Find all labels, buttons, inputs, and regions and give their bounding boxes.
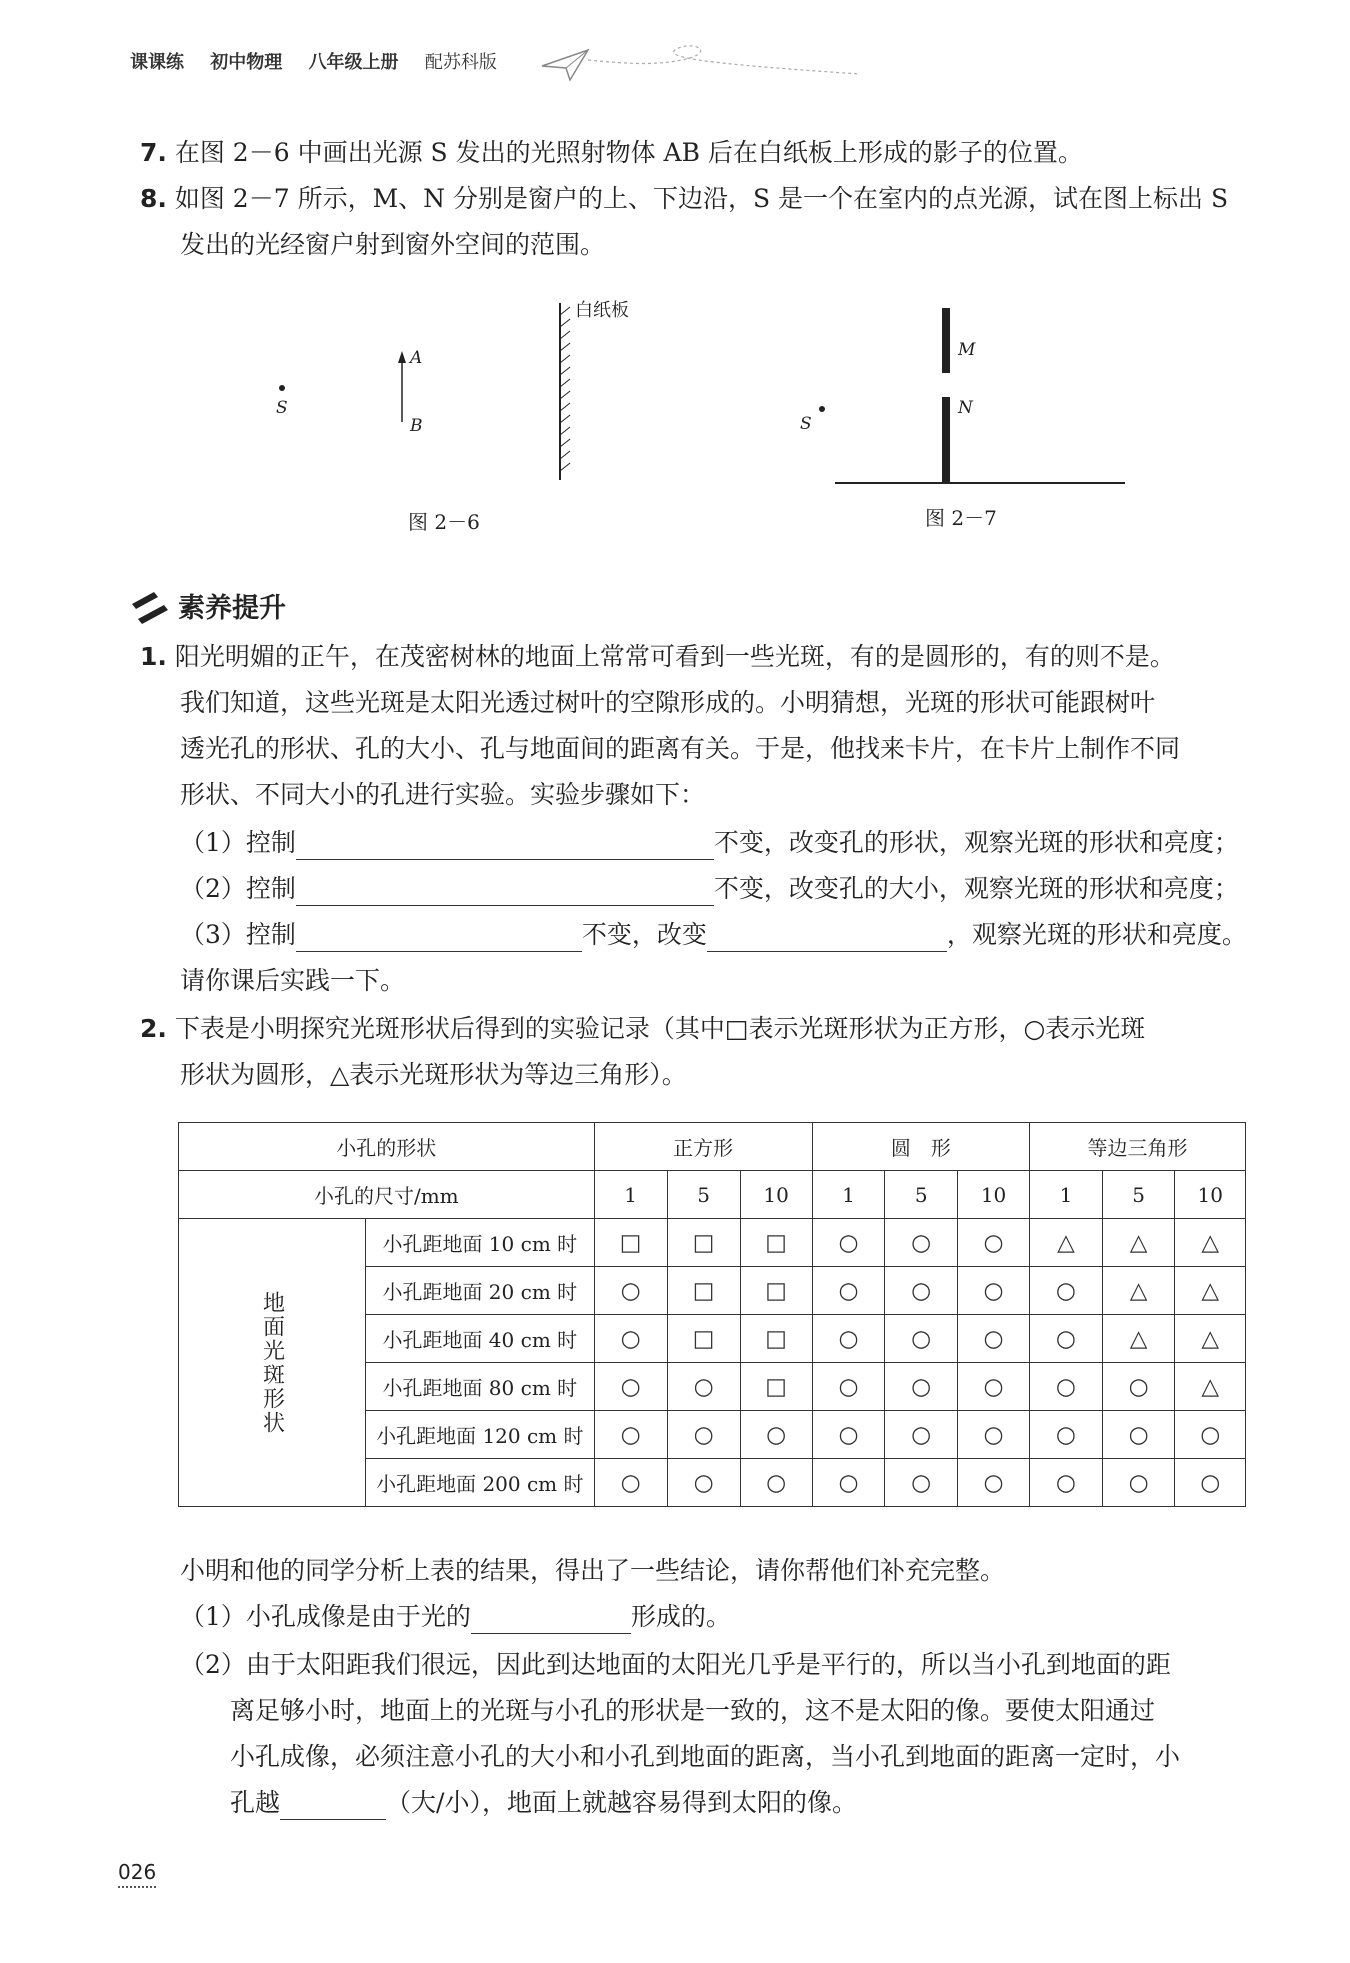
mark-cell: ○ <box>812 1315 885 1363</box>
book-title: 课课练 <box>130 52 184 73</box>
mark-cell: △ <box>1030 1219 1103 1267</box>
mark-cell: ○ <box>812 1219 885 1267</box>
figure-2-7 <box>790 305 1130 485</box>
size-cell: 5 <box>885 1171 958 1219</box>
size-cell: 10 <box>1175 1171 1246 1219</box>
mark-cell: ○ <box>594 1459 667 1507</box>
mark-cell: ○ <box>594 1411 667 1459</box>
mark-cell: △ <box>1102 1219 1175 1267</box>
mark-cell: ○ <box>1030 1315 1103 1363</box>
size-cell: 1 <box>594 1171 667 1219</box>
mark-cell: △ <box>1175 1315 1246 1363</box>
answer-blank-3[interactable] <box>296 925 582 952</box>
conclusion-2-line-2: 离足够小时，地面上的光斑与小孔的形状是一致的，这不是太阳的像。要使太阳通过 <box>230 1696 1156 1725</box>
mark-cell: ○ <box>667 1459 740 1507</box>
analysis-intro: 小明和他的同学分析上表的结果，得出了一些结论，请你帮他们补充完整。 <box>180 1556 1006 1585</box>
problem-1-end: 请你课后实践一下。 <box>180 966 406 995</box>
mark-cell: △ <box>1175 1219 1246 1267</box>
shape-triangle: 等边三角形 <box>1030 1123 1246 1171</box>
side-label: 地面光斑形状 <box>179 1219 366 1507</box>
mark-cell: □ <box>667 1267 740 1315</box>
mark-cell: ○ <box>740 1411 812 1459</box>
subject-label: 初中物理 <box>210 52 283 73</box>
size-cell: 1 <box>1030 1171 1103 1219</box>
size-header: 小孔的尺寸/mm <box>179 1171 595 1219</box>
mark-cell: ○ <box>1175 1459 1246 1507</box>
problem-1-line-2: 我们知道，这些光斑是太阳光透过树叶的空隙形成的。小明猜想，光斑的形状可能跟树叶 <box>180 688 1156 717</box>
mark-cell: ○ <box>1030 1363 1103 1411</box>
question-8-line-2: 发出的光经窗户射到窗外空间的范围。 <box>180 230 606 259</box>
mark-cell: ○ <box>958 1315 1030 1363</box>
mark-cell: □ <box>594 1219 667 1267</box>
mark-cell: □ <box>740 1219 812 1267</box>
mark-cell: ○ <box>885 1267 958 1315</box>
mark-cell: ○ <box>667 1363 740 1411</box>
mark-cell: ○ <box>594 1315 667 1363</box>
mark-cell: ○ <box>1102 1363 1175 1411</box>
size-cell: 1 <box>812 1171 885 1219</box>
size-cell: 5 <box>1102 1171 1175 1219</box>
mark-cell: ○ <box>812 1411 885 1459</box>
conclusion-2-line-3: 小孔成像，必须注意小孔的大小和小孔到地面的距离，当小孔到地面的距离一定时，小 <box>230 1742 1181 1771</box>
mark-cell: ○ <box>958 1219 1030 1267</box>
row-label: 小孔距地面 80 cm 时 <box>366 1363 595 1411</box>
row-label: 小孔距地面 20 cm 时 <box>366 1267 595 1315</box>
answer-blank-1[interactable] <box>296 833 714 860</box>
row-label: 小孔距地面 120 cm 时 <box>366 1411 595 1459</box>
experiment-table <box>178 1122 1246 1507</box>
shape-circle: 圆 形 <box>812 1123 1029 1171</box>
fig26-board-label: 白纸板 <box>575 300 629 321</box>
fig27-caption: 图 2－7 <box>925 506 997 530</box>
shape-header-row <box>179 1123 1246 1171</box>
mark-cell: ○ <box>958 1363 1030 1411</box>
problem-1-line-4: 形状、不同大小的孔进行实验。实验步骤如下： <box>180 780 706 809</box>
problem-1-line-3: 透光孔的形状、孔的大小、孔与地面间的距离有关。于是，他找来卡片，在卡片上制作不同 <box>180 734 1181 763</box>
mark-cell: ○ <box>1030 1267 1103 1315</box>
answer-blank-6[interactable] <box>280 1793 386 1820</box>
row-label: 小孔距地面 10 cm 时 <box>366 1219 595 1267</box>
mark-cell: ○ <box>885 1459 958 1507</box>
fig26-caption: 图 2－6 <box>408 510 480 534</box>
shape-square: 正方形 <box>594 1123 812 1171</box>
mark-cell: ○ <box>958 1267 1030 1315</box>
mark-cell: △ <box>1175 1267 1246 1315</box>
problem-2-line-2: 形状为圆形，△表示光斑形状为等边三角形）。 <box>180 1060 687 1089</box>
answer-blank-5[interactable] <box>471 1607 631 1634</box>
row-label: 小孔距地面 200 cm 时 <box>366 1459 595 1507</box>
mark-cell: ○ <box>1030 1411 1103 1459</box>
mark-cell: ○ <box>885 1219 958 1267</box>
paper-plane-icon <box>540 36 870 86</box>
conclusion-1: （1）小孔成像是由于光的 形成的。 <box>180 1600 731 1634</box>
mark-cell: □ <box>667 1219 740 1267</box>
problem-2-line-1: 2. 下表是小明探究光斑形状后得到的实验记录（其中□表示光斑形状为正方形，○表示光斑 <box>140 1014 1146 1043</box>
figure-2-6 <box>260 295 620 495</box>
question-7: 7. 在图 2－6 中画出光源 S 发出的光照射物体 AB 后在白纸板上形成的影子的位置。 <box>140 138 1083 167</box>
size-cell: 10 <box>740 1171 812 1219</box>
fig26-s-label: S <box>276 398 288 418</box>
problem-1-line-1: 1. 阳光明媚的正午，在茂密树林的地面上常常可看到一些光斑，有的是圆形的，有的则不是。 <box>140 642 1175 671</box>
mark-cell: ○ <box>1102 1411 1175 1459</box>
answer-blank-4[interactable] <box>707 925 947 952</box>
fig27-n-label: N <box>958 398 973 418</box>
size-header-row <box>179 1171 1246 1219</box>
mark-cell: □ <box>740 1363 812 1411</box>
running-header <box>130 48 517 74</box>
row-label: 小孔距地面 40 cm 时 <box>366 1315 595 1363</box>
size-cell: 10 <box>958 1171 1030 1219</box>
question-8-line-1: 8. 如图 2－7 所示，M、N 分别是窗户的上、下边沿，S 是一个在室内的点光源，试在图上标出 S <box>140 184 1229 213</box>
step-3: （3）控制 不变，改变 ，观察光斑的形状和亮度。 <box>180 918 1247 952</box>
shape-header: 小孔的形状 <box>179 1123 595 1171</box>
mark-cell: △ <box>1102 1315 1175 1363</box>
conclusion-2-line-1: （2）由于太阳距我们很远，因此到达地面的太阳光几乎是平行的，所以当小孔到地面的距 <box>180 1650 1171 1679</box>
section-icon <box>128 588 172 624</box>
step-2: （2）控制 不变，改变孔的大小，观察光斑的形状和亮度； <box>180 872 1239 906</box>
mark-cell: ○ <box>594 1363 667 1411</box>
fig26-a-label: A <box>410 348 423 368</box>
mark-cell: □ <box>667 1315 740 1363</box>
mark-cell: ○ <box>1175 1411 1246 1459</box>
mark-cell: △ <box>1102 1267 1175 1315</box>
mark-cell: ○ <box>958 1411 1030 1459</box>
size-cell: 5 <box>667 1171 740 1219</box>
mark-cell: ○ <box>885 1315 958 1363</box>
mark-cell: ○ <box>1030 1459 1103 1507</box>
mark-cell: ○ <box>667 1411 740 1459</box>
page-number: 026 <box>118 1860 156 1888</box>
mark-cell: ○ <box>740 1459 812 1507</box>
mark-cell: ○ <box>812 1459 885 1507</box>
step-1: （1）控制 不变，改变孔的形状，观察光斑的形状和亮度； <box>180 826 1239 860</box>
section-title: 素养提升 <box>178 593 286 624</box>
conclusion-2-line-4: 孔越 （大/小），地面上就越容易得到太阳的像。 <box>230 1786 857 1820</box>
mark-cell: ○ <box>1102 1459 1175 1507</box>
fig27-m-label: M <box>958 340 976 360</box>
mark-cell: ○ <box>812 1363 885 1411</box>
mark-cell: ○ <box>812 1267 885 1315</box>
mark-cell: △ <box>1175 1363 1246 1411</box>
answer-blank-2[interactable] <box>296 879 714 906</box>
mark-cell: ○ <box>885 1363 958 1411</box>
edition-label: 配苏科版 <box>424 52 497 73</box>
table-row <box>179 1219 1246 1267</box>
mark-cell: □ <box>740 1315 812 1363</box>
mark-cell: ○ <box>594 1267 667 1315</box>
mark-cell: ○ <box>885 1411 958 1459</box>
mark-cell: ○ <box>958 1459 1030 1507</box>
fig26-b-label: B <box>410 416 423 436</box>
grade-label: 八年级上册 <box>308 52 399 73</box>
fig27-s-label: S <box>800 414 812 434</box>
mark-cell: □ <box>740 1267 812 1315</box>
